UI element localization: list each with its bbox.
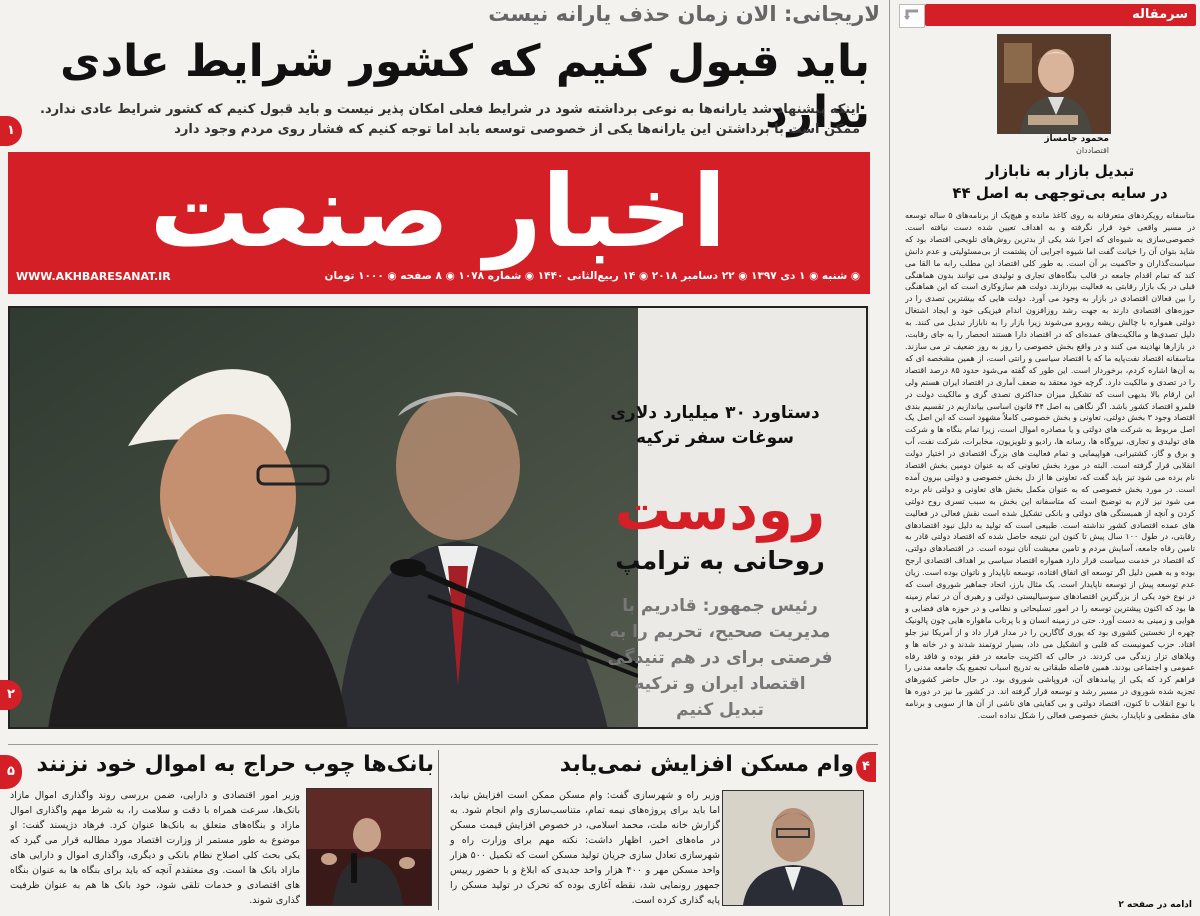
story5-photo [306,788,432,906]
quote-line: اقتصاد ایران و ترکیه [634,674,806,694]
author-name: محمود جامساز [1044,134,1109,144]
masthead-logo: اخبار صنعت [149,153,727,270]
page-badge-4: ۴ [856,752,876,782]
editorial-section-label: سرمقاله [1132,7,1188,22]
editorial-body: متاسفانه رویکردهای متعرفانه به روی کاغذ مانده و هیچ‌یک از برنامه‌های ۵ ساله توسعه در مسیر واقعی خود قرار نگرفته و به اهداف تعیین شده دست نیافته است. خصوصی‌سازی به شیوه‌ای که اجرا شد یکی از بدترین روش‌های تلویحی اقتصاد بود که شاید بتوان آن را خیانت گفت اما شیوه اجرایی آن پشتمت از بی‌مسئولیتی و عدم دانش سیاست‌گذاران و حاکمیت بر آن است. به طور کلی اقتصاد این مطلب رابه ما القا می کند که تمام اقدام جامعه در قالب بنگاه‌های تجاری و تولیدی می توانند بدون هماهنگی قبلی در یک بازار رقابتی به فعالیت بپردازند. دولت هم سازوکاری است که این هماهنگی را بین فعالان اقتصادی در بازار به وجود می آورد. دولت هایی که بیشترین تصدی را در حوزه‌های اقتصادی دارند به جهت رشد روزافزون اندام فیزیکی خود و ایجاد اشتغال دولتی همواره با چالش ریشه روبرو می‌شوند زیرا بازار را به نابازار تبدیل می کنند. به دلیل تصدی‌ها و مالکیت‌های عمده‌ای که در اقتصاد دارا هستند انحصار را به جای رقابت، در بازارها نهادینه می کنند و در واقع بخش خصوصی را روز به روز ضعیف تر می سازند. متاسفانه اقتصاد نفت‌پایه ما که با اقتصاد سیاسی و رانتی است، از همین مشخصه ای که به آن‌ها اشاره کردم، برخوردار است. این طور که گفته می‌شود حدود ۸۵ درصد اقتصاد را در تصدی و مالکیت دارد. گرچه خود معتقد به ضعف آماری در اقتصاد ایران هستم ولی این ارقام بالا بدیهی است که تشکیل میزان حداکثری تصدی گری و مالکیت دولت در قلمرو اقتصاد کشور باشد. اگر نگاهی به اصل ۴۴ قانون اساسی بیاندازیم در تقسیم بندی اقتصاد وجود ۳ بخش دولتی، تعاونی و بخش خصوصی کاملاً مشهود است که این اصل یک اصل مربوط به شرکت های دولتی و یا مصادره اموال است، زیرا تمام بنگاه ها و شرکت های تولیدی و تجاری، نیروگاه ها، رسانه ها، رادیو و تلویزیون، مخابرات، شرکت نفت، آب و برق و گاز، کشتیرانی، هواپیمایی و تمام فعالیت های بزرگ اقتصادی در اختیار دولت انقلابی قرار گرفته است. البته در مورد بخش تعاونی که به عنوان دومین بخش اقتصاد نام برده می شود تیز باید گفت که، تعاونی ها از دل بخش خصوصی و دولتی بیرون آمده است. در مورد بخش خصوصی که به عنوان مکمل بخش های تعاونی و دولتی نام برده می شود نیز لازم به توضیح است که متاسفانه این بخش به سبب تسری روح دولتی کردن و آنچه از همبستگی های دولتی و بانکی تشکیل شده است نقش فعالی در فعالیت های عمده اقتصادی کشور نداشته است. طبیعی است که تولید به دلیل نبود اقتصادهای رقابتی، در طول ۱۰۰ سال پیش تا کنون این نتیجه حاصل شده که اقتصاد دولتی قادر به تامین رفاه جامعه، آسایش مردم و تامین معیشت آنان نبوده است. در اقتصادهای دولتی، که اقتصاد در خدمت سیاست قرار دارد همواره اقتصاد سیاسی بر اهداف اقتصادی ارجح بوده و به همین دلیل اگر توسعه ای اتفاق افتاده، توسعه ناپایدار و ناتوان بوده است. زیان عدم توسعه پیش از توسعه ناپایدار است. یک مثال بارز، اتحاد جماهیر شوروی است که در نوع خود یکی از بزرگترین اقتصادهای سوسیالیستی دولتی و رهبری آن در تمام زمینه ها بود که اکنون پیشترین توسعه را در امور تسلیحاتی و نظامی و در حوزه های فضایی و هوایی و زمینی به دست آورد. حتی در زمینه انسان و با پرتاب ماهواره هایی چون پالونیک چهره از نخستین کشوری بود که یوری گاگارین را در مدار قرار داد و از آمریکا نیز جلو افتاد. حزب کمونیست که قلبی و انشکیل می داد، بسیار ثروتمند شدند و در خانه ها و ویلاهای تزار زندگی می کردند. در حالی که اکثریت جامعه در فقر بوده و فاقد رفاه عمومی و اجتماعی بودند. همین فاصله طبقاتی به تدریج اسباب تجمیع یک جامعه مدنی را فراهم کرد که یکی از پیامدهای آن، فروپاشی شوروی بود. در حال حاضر کشورهای تجزیه شده شوروی در مسیر رشد و توسعه قرار گرفته اند. در کشور ما نیز در دوره ها با نوع انقلاب تا کنون، اقتصاد دولتی و بی کفایتی های ناشی از آن ها از سویی و برنامه های مقطعی و ناپایدار، بخش خصوصی فعالی را شکل نداده است. [905,211,1195,721]
story4-text: وزیر راه و شهرسازی گفت: وام مسکن ممکن است افزایش نیابد، اما باید برای پروژه‌های نیمه تمام، متناسب‌سازی وام انجام شود. به گزارش خانه ملت، محمد اسلامی، در خصوص افزایش قیمت مسکن در ماه‌های اخیر، اظهار داشت: نکته مهم برای وزارت راه و شهرسازی تعادل سازی جریان تولید مسکن است که تکمیل ۵۰۰ هزار واحد مسکن مهر و ۴۰۰ هزار واحد جدیدی که ابلاغ و با حضور رییس جمهور رونمایی شد، نقطه آغازی بوده که تحرک در تولید مسکن را پایه گذاری کرده است. [450,790,721,906]
quote-line: تبدیل کنیم [676,700,764,720]
top-lede: اینکه پیشنهاد شد یارانه‌ها به نوعی برداشته شود در شرایط فعلی امکان پذیر نیست و باید قبول کنیم که کشور شرایط عادی ندارد. ممکن است با برداشتن این یارانه‌ها یکی از خصوصی توسعه یابد اما توجه کنیم که فشار روی مردم وجود دارد [40,102,860,137]
continue-note: ادامه در صفحه ۲ [1118,900,1192,910]
main-headline: رودست [614,478,826,543]
masthead-banner [8,152,870,294]
page-badge-5: ۵ [0,755,22,789]
editorial-section-bar [925,4,1196,26]
quote-line: فرصتی برای در هم تنیدگی [607,648,833,668]
quote-line: مدیریت صحیح، تحریم را به [609,622,831,642]
story5-title: بانک‌ها چوب حراج به اموال خود نزنند [36,752,434,777]
story4-title: وام مسکن افزایش نمی‌یابد [559,752,854,777]
author-role: اقتصاددان [1075,146,1109,155]
main-subheadline: روحانی به ترامپ [615,546,825,575]
page-badge-2: ۲ [0,680,22,710]
author-photo [997,34,1111,134]
top-kicker: لاریجانی: الان زمان حذف یارانه نیست [488,2,880,26]
column-divider [889,0,890,916]
main-kicker-line1: دستاورد ۳۰ میلیارد دلاری [610,403,820,423]
editorial-title-line1: تبدیل بازار به نابازار [985,162,1135,180]
issue-info: ◉ شنبه ◉ ۱ دی ۱۳۹۷ ◉ ۲۲ دسامبر ۲۰۱۸ ◉ ۱۴ ربیع‌الثانی ۱۴۴۰ ◉ شماره ۱۰۷۸ ◉ ۸ صفحه ◉ ۱۰۰۰ تومان [324,270,860,282]
section-divider [8,744,878,745]
page-badge-1: ۱ [0,116,22,146]
editorial-column [895,0,1200,916]
site-url: WWW.AKHBARESANAT.IR [16,270,171,283]
story5-text: وزیر امور اقتصادی و دارایی، ضمن بررسی روند واگذاری اموال مازاد بانک‌ها، سرعت همراه با دقت و سلامت را، به شرط مهم واگذاری اموال مازاد و بنگاه‌های متعلق به بانک‌ها عنوان کرد. فرهاد دژپسند گفت: او موضوع به طور مستمر از وزارت اقتصاد مورد مطالبه قرار می گیرد که یکی بحث کلی اصلاح نظام بانکی و دیگری، واگذاری اموال و دارایی های مازاد بانک ها است. وی معتقدم آنچه که باید برای بنگاه ها به عنوان بنگاه های اقتصادی و خدمات تلقی شود، خود بانک ها هم به عنوان ظرفیت گذاری شوند. [10,790,300,906]
story4-photo [722,790,864,906]
quote-line: رئیس جمهور: قادریم با [622,596,818,616]
arrow-icon [899,4,925,28]
main-kicker-line2: سوغات سفر ترکیه [636,428,794,448]
top-headline: باید قبول کنیم که کشور شرایط عادی ندارد [60,36,870,138]
main-photo [8,306,638,729]
editorial-title-line2: در سایه بی‌توجهی به اصل ۴۴ [952,184,1168,202]
story-divider [438,750,439,910]
